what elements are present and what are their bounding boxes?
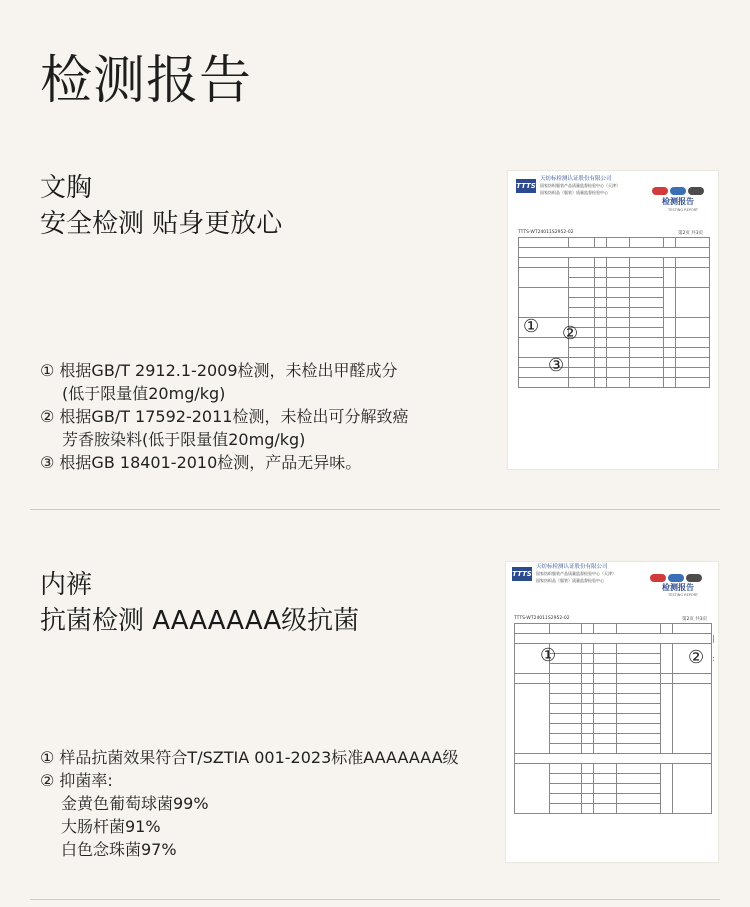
red-stamp-mark: | — [712, 634, 715, 643]
report-subtitle: TESTING REPORT — [668, 593, 699, 597]
report-image-bra — [508, 171, 718, 469]
section1-list — [40, 359, 408, 474]
list-item: 金黄色葡萄球菌99% — [61, 794, 209, 813]
report-title: 检测报告 — [662, 583, 694, 592]
section2-title-line2: 抗菌检测 AAAAAAA级抗菌 — [40, 606, 360, 636]
list-item: ② 根据GB/T 17592-2011检测，未检出可分解致癌 — [40, 407, 409, 426]
report-marker: ② — [562, 323, 579, 344]
report-marker: ① — [540, 645, 557, 666]
section1-title-line2: 安全检测 贴身更放心 — [40, 209, 283, 239]
section2-title-line1: 内裤 — [40, 570, 93, 600]
list-item: 大肠杆菌91% — [61, 817, 161, 836]
section-divider — [30, 509, 720, 510]
section1-title — [40, 170, 282, 242]
report-marker: ② — [688, 647, 705, 668]
list-item: ① 样品抗菌效果符合T/SZTIA 001-2023标准AAAAAAA级 — [40, 748, 459, 767]
report-image-underwear — [506, 562, 718, 862]
list-item: (低于限量值20mg/kg) — [62, 384, 226, 403]
page-title: 检测报告 — [40, 51, 253, 111]
report-page-number: 第2页 共3页 — [682, 617, 708, 622]
section1-title-line1: 文胸 — [40, 173, 93, 203]
report-marker: ③ — [548, 355, 565, 376]
section2-title — [40, 567, 359, 639]
report-page-number: 第2页 共3页 — [678, 231, 704, 236]
report-number: TTTS-WT24011S2952-02 — [514, 616, 570, 621]
ttts-logo: TTTS — [512, 567, 532, 581]
report-number: TTTS-WT24011S2952-02 — [518, 230, 574, 235]
report-marker: ① — [523, 316, 540, 337]
ttts-logo: TTTS — [516, 179, 536, 193]
report-org: 天纺标检测认证股份有限公司 国家纺织服装产品质量监督检验中心（天津） 国家纺织品（服装）质量监督检验中心 — [540, 176, 621, 196]
list-item: 芳香胺染料(低于限量值20mg/kg) — [62, 430, 306, 449]
list-item: ③ 根据GB 18401-2010检测，产品无异味。 — [40, 453, 362, 472]
red-stamp-mark: : — [712, 654, 715, 663]
list-item: ② 抑菌率: — [40, 771, 113, 790]
list-item: ① 根据GB/T 2912.1-2009检测，未检出甲醛成分 — [40, 361, 398, 380]
report-table — [518, 237, 710, 388]
section2-list — [40, 746, 459, 861]
section-divider — [30, 899, 720, 900]
list-item: 白色念珠菌97% — [61, 840, 177, 859]
report-subtitle: TESTING REPORT — [668, 208, 699, 212]
report-org: 天纺标检测认证股份有限公司 国家纺织服装产品质量监督检验中心（天津） 国家纺织品（服装）质量监督检验中心 — [536, 564, 617, 584]
report-title: 检测报告 — [662, 197, 694, 206]
